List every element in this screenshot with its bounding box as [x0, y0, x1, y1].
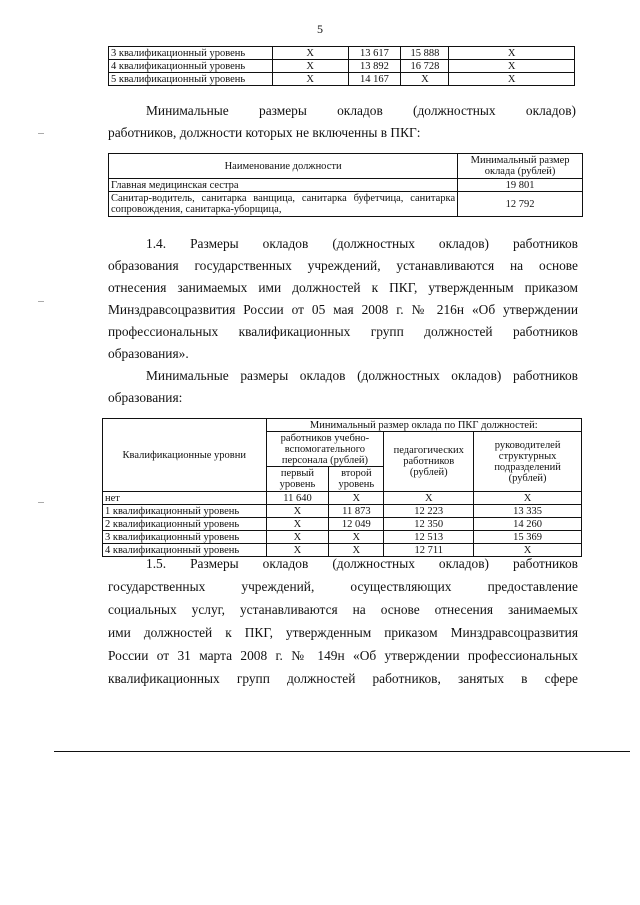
table-row: 3 квалификационный уровень Х 13 617 15 888 Х — [109, 47, 575, 60]
column-header: руководителей структурных подразделений (рублей) — [474, 432, 582, 492]
paragraph-line: Минимальные размеры окладов (должностных окладов) работников — [146, 368, 578, 383]
paragraph-line: отнесения занимаемых ими должностей к ПКГ, утвержденным приказом — [108, 280, 578, 295]
table-row: 2 квалификационный уровень Х 12 049 12 350 14 260 — [103, 518, 582, 531]
paragraph-line: Минимальные размеры окладов (должностных окладов) — [146, 103, 576, 118]
positions-not-in-pkg-table — [108, 153, 583, 217]
paragraph-line: профессиональных квалификационных групп должностей работников — [108, 324, 578, 339]
table-row: Санитар-водитель, санитарка ванщица, санитарка буфетчица, санитарка сопровождения, санитарка-уборщица, 12 792 — [109, 192, 583, 217]
salary-table-continued — [108, 46, 575, 86]
column-header: первый уровень — [266, 467, 329, 492]
column-header: педагогических работников (рублей) — [384, 432, 474, 492]
column-header: Минимальный размер оклада по ПКГ должностей: — [266, 419, 581, 432]
column-header: Наименование должности — [109, 154, 458, 179]
paragraph-line: квалификационных групп должностей работников, занятых в сфере — [108, 671, 578, 686]
column-header: второй уровень — [329, 467, 384, 492]
page-number: 5 — [317, 22, 323, 36]
paragraph-line: образования». — [108, 346, 189, 361]
paragraph-line: образования государственных учреждений, устанавливаются на основе — [108, 258, 578, 273]
education-salary-table — [102, 418, 582, 557]
paragraph-line: 1.5. Размеры окладов (должностных окладов) работников — [146, 556, 578, 571]
paragraph-line: ими должностей к ПКГ, утвержденным приказом Минздравсоцразвития — [108, 625, 578, 640]
column-header: Минимальный размер оклада (рублей) — [458, 154, 583, 179]
table-row: нет 11 640 Х Х Х — [103, 492, 582, 505]
column-header: Квалификационные уровни — [103, 419, 267, 492]
paragraph-line: Минздравсоцразвития России от 05 мая 2008 г. № 216н «Об утверждении — [108, 302, 578, 317]
table-row: 5 квалификационный уровень Х 14 167 Х Х — [109, 73, 575, 86]
table-row: Главная медицинская сестра 19 801 — [109, 179, 583, 192]
bottom-divider — [54, 751, 630, 752]
table-row: 3 квалификационный уровень Х Х 12 513 15 369 — [103, 531, 582, 544]
margin-mark — [38, 301, 44, 302]
paragraph-line: государственных учреждений, осуществляющих предоставление — [108, 579, 578, 594]
table-row: 4 квалификационный уровень Х 13 892 16 728 Х — [109, 60, 575, 73]
paragraph-line: России от 31 марта 2008 г. № 149н «Об утверждении профессиональных — [108, 648, 578, 663]
paragraph-line: 1.4. Размеры окладов (должностных окладов) работников — [146, 236, 578, 251]
paragraph-line: работников, должности которых не включенны в ПКГ: — [108, 125, 421, 140]
paragraph-line: образования: — [108, 390, 183, 405]
column-header: работников учебно-вспомогательного персонала (рублей) — [266, 432, 384, 467]
table-row: 1 квалификационный уровень Х 11 873 12 223 13 335 — [103, 505, 582, 518]
margin-mark — [38, 502, 44, 503]
table-header-row — [103, 419, 582, 432]
paragraph-line: социальных услуг, устанавливаются на основе отнесения занимаемых — [108, 602, 578, 617]
table-header-row — [109, 154, 583, 179]
margin-mark — [38, 133, 44, 134]
table-row: 4 квалификационный уровень Х Х 12 711 Х — [103, 544, 582, 557]
